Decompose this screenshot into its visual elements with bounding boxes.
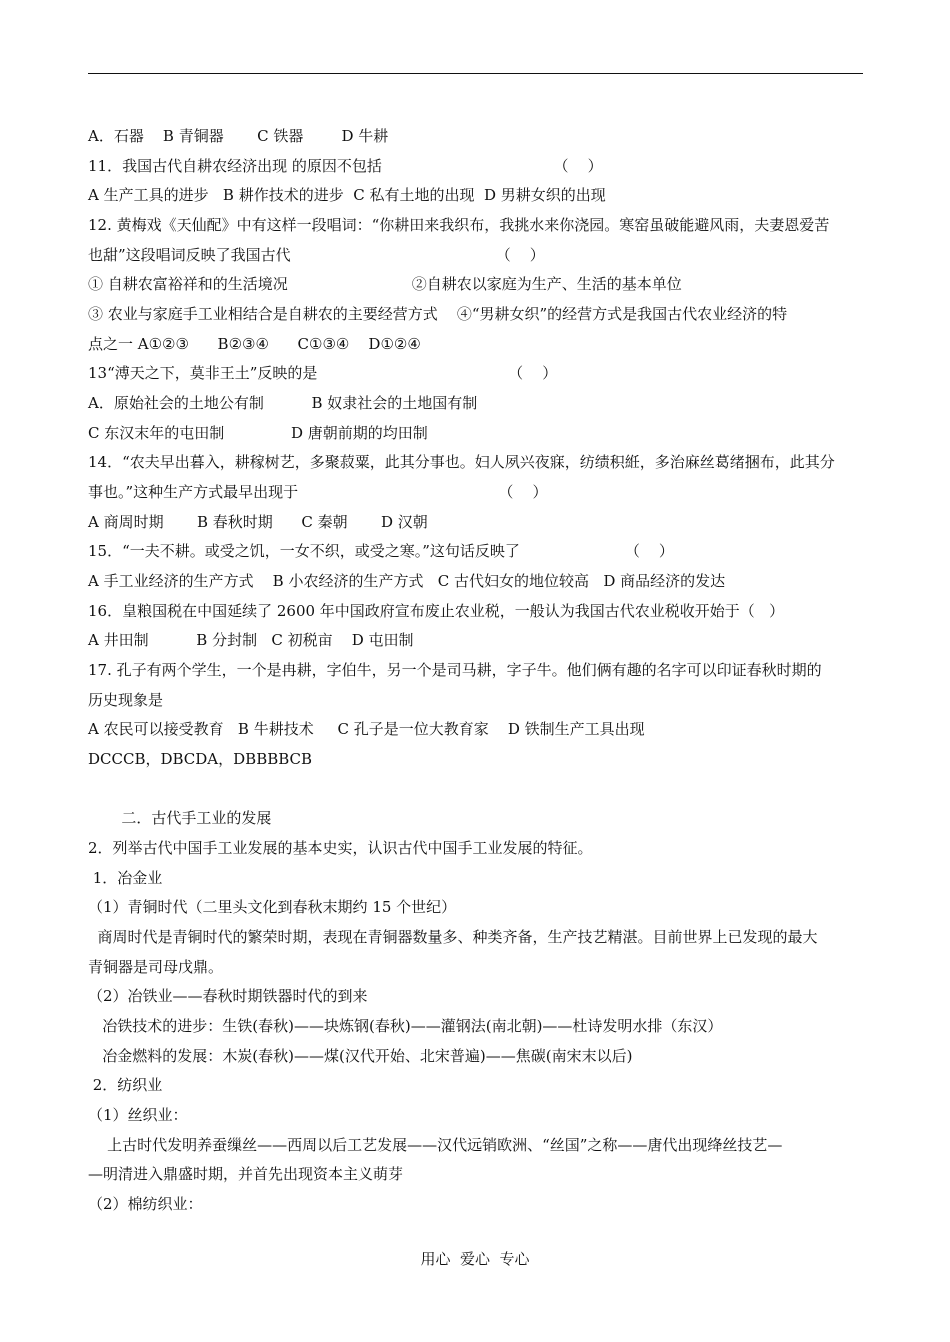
text-line: 点之一 A①②③ B②③④ C①③④ D①②④ bbox=[88, 335, 421, 353]
text-line: A 生产工具的进步 B 耕作技术的进步 C 私有土地的出现 D 男耕女织的出现 bbox=[88, 186, 606, 204]
text-line: 13“溥天之下，莫非王土”反映的是 （ ） bbox=[88, 364, 558, 382]
text-line: 历史现象是 bbox=[88, 691, 164, 709]
text-line: 14．“农夫早出暮入，耕稼树艺，多聚菽粟，此其分事也。妇人夙兴夜寐，纺绩积絍，多治麻丝葛绪捆布，此其分 bbox=[88, 453, 835, 471]
text-line: 冶金燃料的发展：木炭(春秋)——煤(汉代开始、北宋普遍)——焦碳(南宋末以后) bbox=[88, 1047, 633, 1065]
text-line: 青铜器是司母戊鼎。 bbox=[88, 958, 224, 976]
text-line: （1）青铜时代（二里头文化到春秋末期约 15 个世纪） bbox=[88, 898, 457, 916]
text-line: 冶铁技术的进步：生铁(春秋)——块炼钢(春秋)——灌钢法(南北朝)——杜诗发明水排（东汉） bbox=[88, 1017, 723, 1035]
text-line: A 农民可以接受教育 B 牛耕技术 C 孔子是一位大教育家 D 铁制生产工具出现 bbox=[88, 720, 645, 738]
page-footer: 用心 爱心 专心 bbox=[420, 1250, 530, 1268]
section-heading: 二．古代手工业的发展 bbox=[88, 809, 272, 827]
text-line: A 井田制 B 分封制 C 初税亩 D 屯田制 bbox=[88, 631, 414, 649]
text-line: A．石器 B 青铜器 C 铁器 D 牛耕 bbox=[88, 127, 389, 145]
text-line: 也甜”这段唱词反映了我国古代 （ ） bbox=[88, 246, 545, 264]
text-line: 12. 黄梅戏《天仙配》中有这样一段唱词：“你耕田来我织布，我挑水来你浇园。寒窑虽破能避风雨，夫妻恩爱苦 bbox=[88, 216, 830, 234]
text-line: 15．“一夫不耕。或受之饥，一女不织，或受之寒。”这句话反映了 （ ） bbox=[88, 542, 674, 560]
text-line: 2．纺织业 bbox=[88, 1076, 163, 1094]
header-rule bbox=[88, 73, 863, 74]
text-line: A 商周时期 B 春秋时期 C 秦朝 D 汉朝 bbox=[88, 513, 428, 531]
text-line: 商周时代是青铜时代的繁荣时期，表现在青铜器数量多、种类齐备，生产技艺精湛。目前世界上已发现的最大 bbox=[88, 928, 818, 946]
answer-key: DCCCB，DBCDA，DBBBBCB bbox=[88, 750, 313, 768]
text-line: C 东汉末年的屯田制 D 唐朝前期的均田制 bbox=[88, 424, 428, 442]
text-line: 事也。”这种生产方式最早出现于 （ ） bbox=[88, 483, 548, 501]
text-line: 1．冶金业 bbox=[88, 869, 163, 887]
text-line: 上古时代发明养蚕缫丝——西周以后工艺发展——汉代远销欧洲、“丝国”之称——唐代出现绛丝技艺— bbox=[88, 1136, 783, 1154]
text-line: —明清进入鼎盛时期，并首先出现资本主义萌芽 bbox=[88, 1165, 404, 1183]
text-line: A 手工业经济的生产方式 B 小农经济的生产方式 C 古代妇女的地位较高 D 商品经济的发达 bbox=[88, 572, 726, 590]
text-line: ① 自耕农富裕祥和的生活境况 ②自耕农以家庭为生产、生活的基本单位 bbox=[88, 275, 682, 293]
text-line: （2）冶铁业——春秋时期铁器时代的到来 bbox=[88, 987, 368, 1005]
text-line: （1）丝织业： bbox=[88, 1106, 188, 1124]
text-line: A．原始社会的土地公有制 B 奴隶社会的土地国有制 bbox=[88, 394, 478, 412]
text-line: 17. 孔子有两个学生，一个是冉耕，字伯牛，另一个是司马耕，字子牛。他们俩有趣的名字可以印证春秋时期的 bbox=[88, 661, 822, 679]
text-line: （2）棉纺织业： bbox=[88, 1195, 203, 1213]
text-line: 11．我国古代自耕农经济出现 的原因不包括 （ ） bbox=[88, 157, 603, 175]
text-line: 16．皇粮国税在中国延续了 2600 年中国政府宣布废止农业税，一般认为我国古代农业税收开始于（ ） bbox=[88, 602, 785, 620]
text-line: 2．列举古代中国手工业发展的基本史实，认识古代中国手工业发展的特征。 bbox=[88, 839, 593, 857]
text-line: ③ 农业与家庭手工业相结合是自耕农的主要经营方式 ④“男耕女织”的经营方式是我国古代农业经济的特 bbox=[88, 305, 788, 323]
